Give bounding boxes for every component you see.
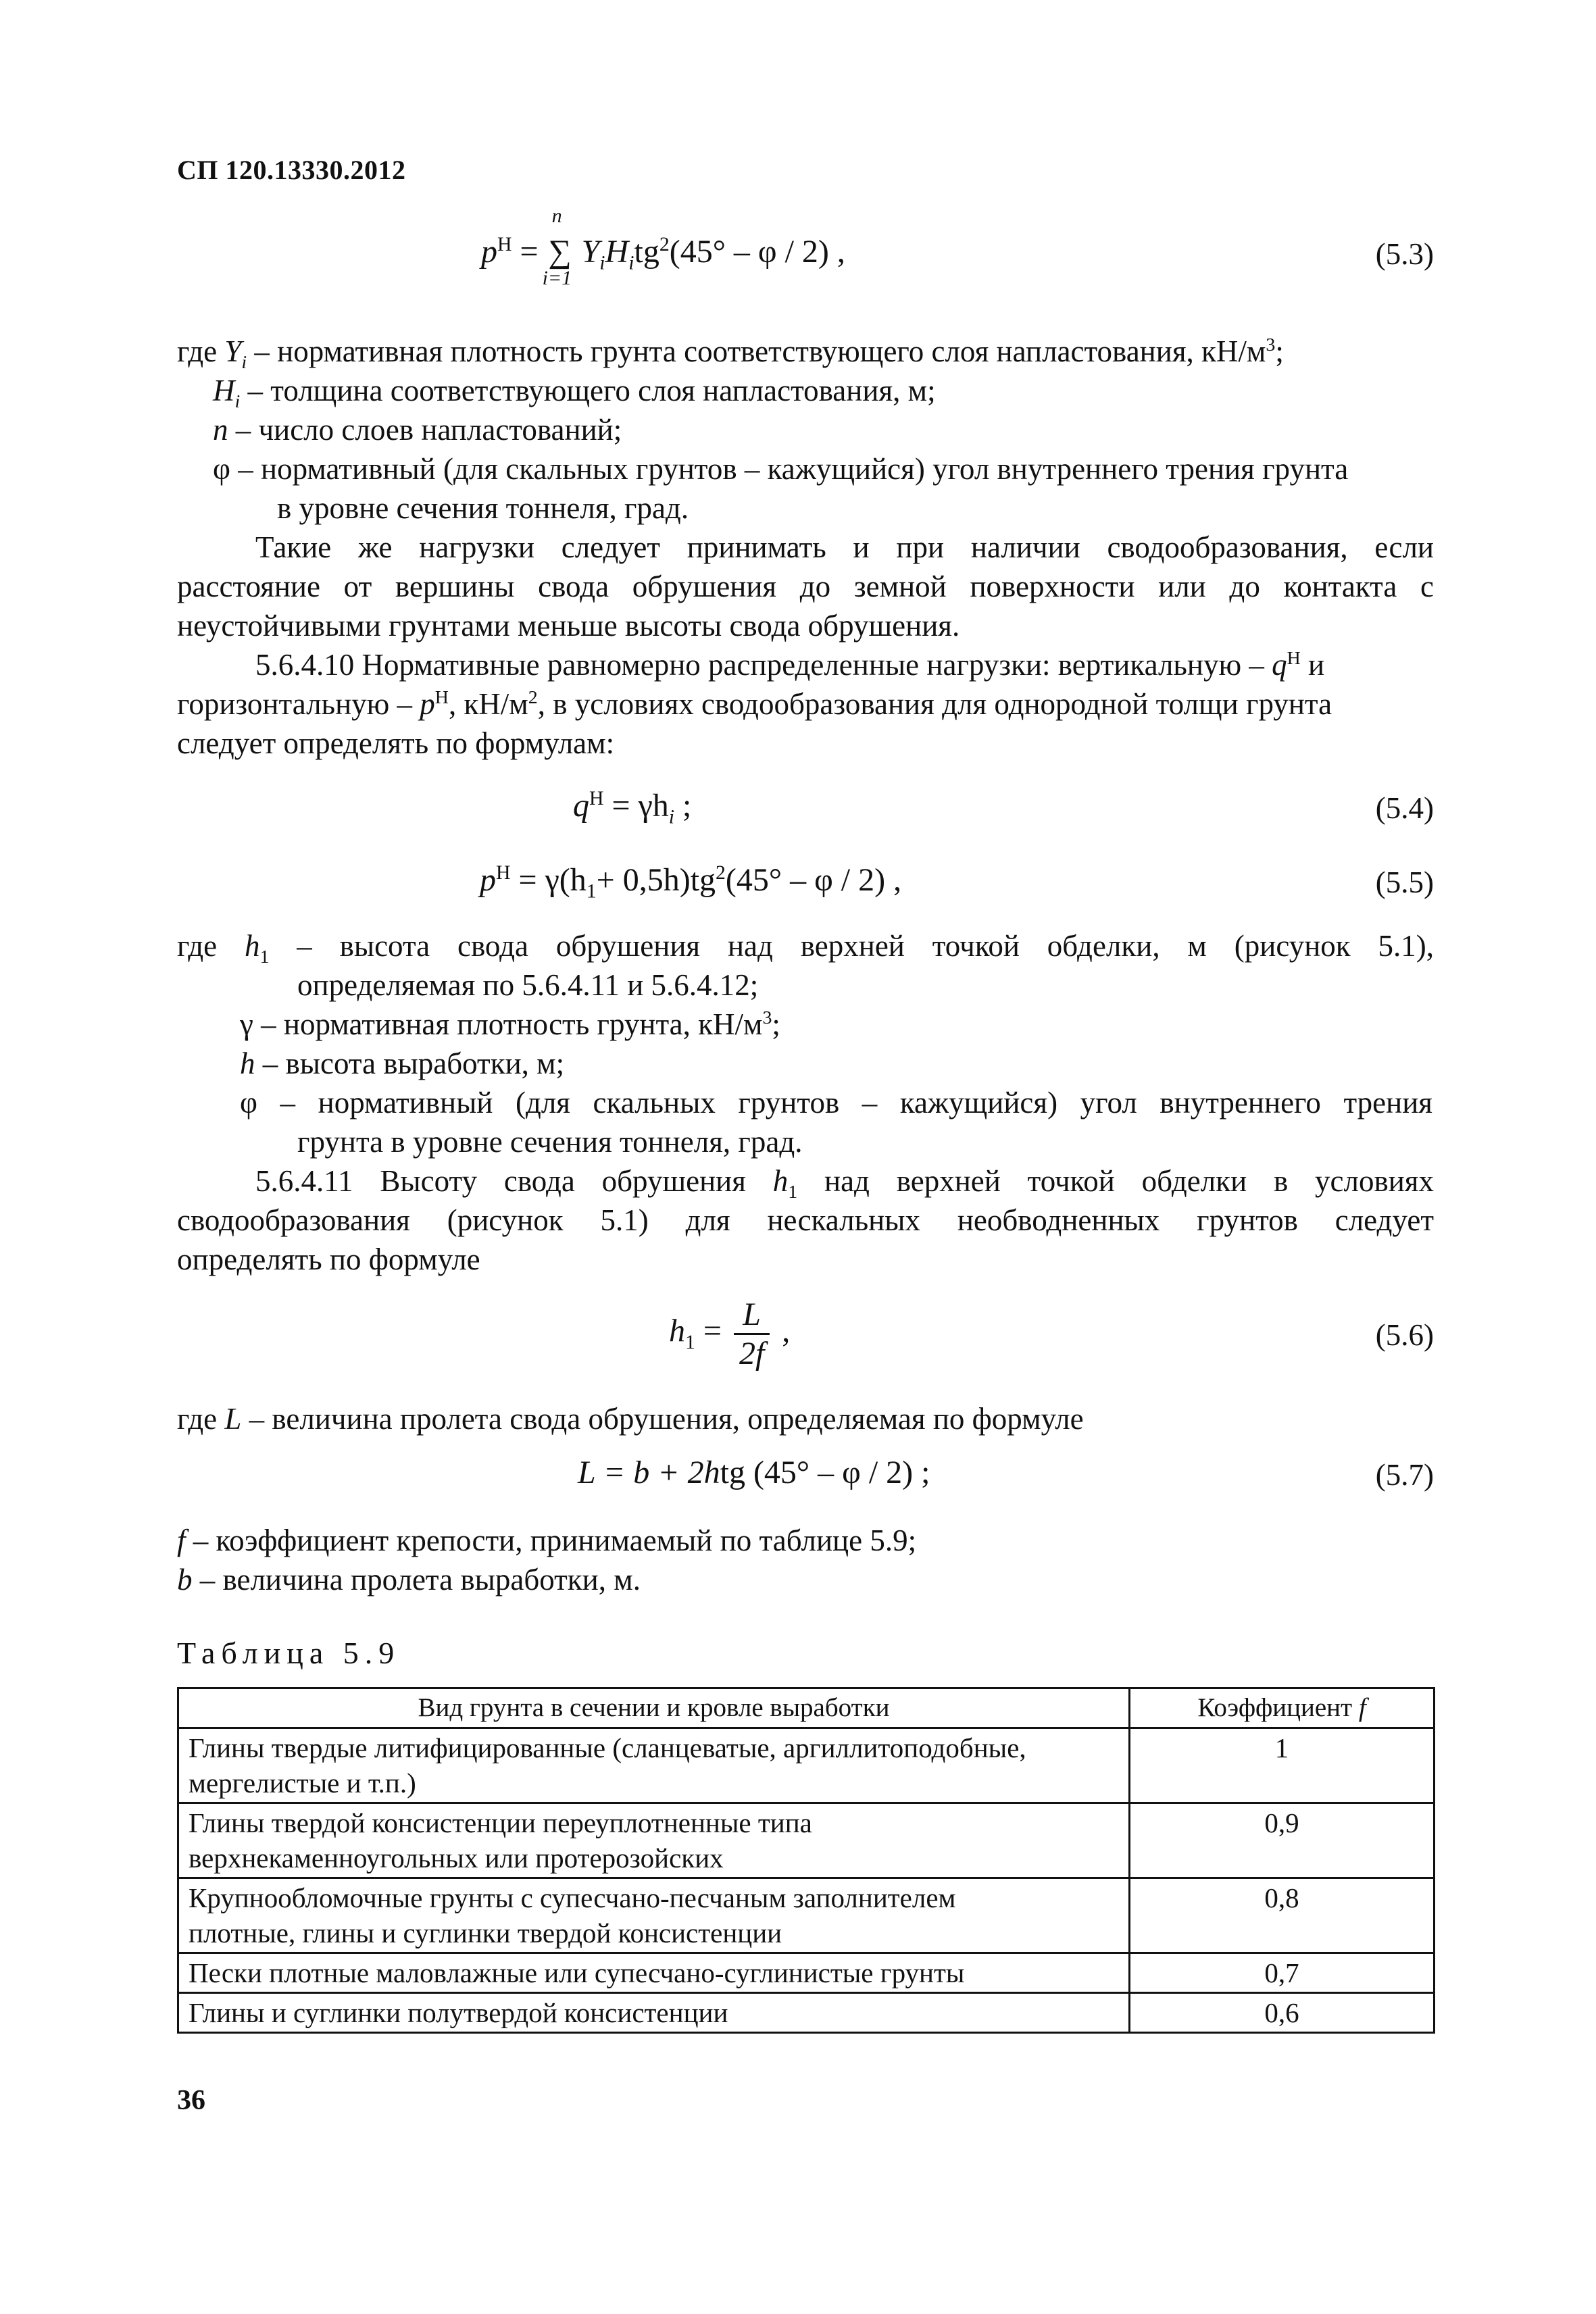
definition-h1-cont: определяемая по 5.6.4.11 и 5.6.4.12; (297, 968, 759, 1002)
table-cell-coefficient: 0,8 (1130, 1878, 1435, 1953)
definition-L: где L – величина пролета свода обрушения, определяемая по формуле (177, 1402, 1084, 1436)
table-row (178, 1728, 1435, 1803)
definition-phi-cont: в уровне сечения тоннеля, град. (277, 491, 689, 525)
page-number: 36 (177, 2085, 205, 2116)
paragraph-1-line-1: Такие же нагрузки следует принимать и при наличии сводообразования, если (255, 530, 1434, 564)
table-row (178, 1953, 1435, 1993)
table-cell-coefficient: 1 (1130, 1728, 1435, 1803)
table-title: Таблица 5.9 (177, 1636, 401, 1670)
document-code-header: СП 120.13330.2012 (177, 155, 406, 185)
formula-5-3: $p^Н$ = ∑ n i=1 $Y_iH_itg^2(45^\circ$ – φ / 2) , (481, 205, 845, 289)
paragraph-5-6-4-10-line-2: горизонтальную – $p^Н$, $кН/м^2$, в условиях сводообразования для однородной толщи грунта (177, 687, 1332, 721)
column-header-soil-type: Вид грунта в сечении и кровле выработки (178, 1688, 1130, 1728)
equation-number-5-4: (5.4) (1375, 791, 1434, 825)
equation-number-5-7: (5.7) (1375, 1458, 1434, 1492)
definition-phi-2-cont: грунта в уровне сечения тоннеля, град. (297, 1125, 803, 1159)
paragraph-5-6-4-11-line-2: сводообразования (рисунок 5.1) для нескальных необводненных грунтов следует (177, 1203, 1434, 1237)
equation-number-5-3: (5.3) (1375, 237, 1434, 271)
paragraph-1-line-3: неустойчивыми грунтами меньше высоты свода обрушения. (177, 609, 960, 643)
definition-h: h – высота выработки, м; (240, 1047, 565, 1080)
formula-5-4: $q^Н = \gamma h_i$ ; (573, 787, 692, 828)
paragraph-5-6-4-11-line-3: определять по формуле (177, 1242, 480, 1276)
definition-f: f – коэффициент крепости, принимаемый по таблице 5.9; (177, 1524, 917, 1557)
paragraph-5-6-4-11-line-1: 5.6.4.11 Высоту свода обрушения $h_1$ над верхней точкой обделки в условиях (255, 1164, 1434, 1203)
definition-b: b – величина пролета выработки, м. (177, 1563, 641, 1596)
formula-5-6: $h_1$ = $\frac{L}{2f}$ , (669, 1297, 791, 1372)
definition-gamma: γ – нормативная плотность грунта, $кН/м^3$; (240, 1007, 780, 1041)
definition-H: $H_i$ – толщина соответствующего слоя напластования, м; (213, 374, 936, 412)
definition-h1: где $h_1$ – высота свода обрушения над верхней точкой обделки, м (рисунок 5.1), (177, 929, 1434, 967)
table-cell-coefficient: 0,6 (1130, 1993, 1435, 2033)
definition-n: n – число слоев напластований; (213, 413, 622, 447)
table-cell-soil-type: Глины твердой консистенции переуплотненные типа верхнекаменноугольных или протерозойских (178, 1803, 1130, 1878)
table-cell-soil-type: Глины твердые литифицированные (сланцеватые, аргиллитоподобные, мергелистые и т.п.) (178, 1728, 1130, 1803)
column-header-coefficient: Коэффициент f (1130, 1688, 1435, 1728)
table-row (178, 1803, 1435, 1878)
paragraph-5-6-4-10-line-3: следует определять по формулам: (177, 726, 615, 760)
equation-number-5-6: (5.6) (1375, 1318, 1434, 1352)
table-row (178, 1993, 1435, 2033)
paragraph-1-line-2: расстояние от вершины свода обрушения до земной поверхности или до контакта с (177, 570, 1434, 603)
table-cell-soil-type: Крупнообломочные грунты с супесчано-песчаным заполнителем плотные, глины и суглинки твердой консистенции (178, 1878, 1130, 1953)
table-cell-soil-type: Пески плотные маловлажные или супесчано-суглинистые грунты (178, 1953, 1130, 1993)
soil-coefficient-table (177, 1687, 1435, 2034)
table-row (178, 1878, 1435, 1953)
definition-phi: φ – нормативный (для скальных грунтов – кажущийся) угол внутреннего трения грунта (213, 452, 1349, 486)
paragraph-5-6-4-10-line-1: 5.6.4.10 Нормативные равномерно распределенные нагрузки: вертикальную – $q^Н$ и (255, 648, 1325, 682)
equation-number-5-5: (5.5) (1375, 865, 1434, 899)
formula-5-5: $p^Н = \gamma(h_1+ 0,5h)tg^2(45^\circ - \varphi / 2)$ , (480, 861, 902, 903)
formula-5-7: L = b + 2htg (45° – φ / 2) ; (578, 1455, 930, 1490)
definition-Y: где $Y_i$ – нормативная плотность грунта соответствующего слоя напластования, $кН/м^3$; (177, 334, 1284, 373)
table-cell-coefficient: 0,7 (1130, 1953, 1435, 1993)
table-header-row (178, 1688, 1435, 1728)
definition-phi-2: φ – нормативный (для скальных грунтов – кажущийся) угол внутреннего трения (240, 1086, 1432, 1120)
table-cell-coefficient: 0,9 (1130, 1803, 1435, 1878)
table-cell-soil-type: Глины и суглинки полутвердой консистенции (178, 1993, 1130, 2033)
